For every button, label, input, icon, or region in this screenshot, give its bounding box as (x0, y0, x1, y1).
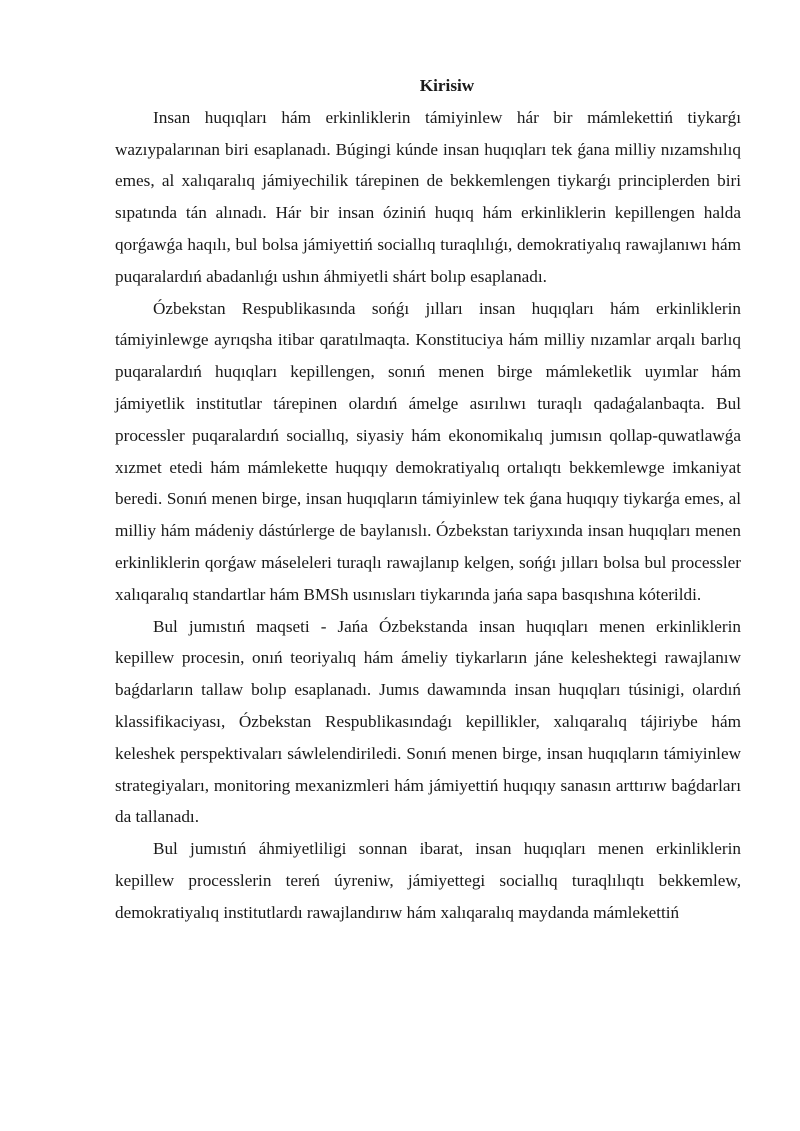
paragraph-3: Bul jumıstıń maqseti - Jańa Ózbekstanda insan huqıqları menen erkinliklerin kepillew procesin, onıń teoriyalıq hám ámeliy tiykarların jáne keleshektegi rawajlanıw baǵdarların tallaw bolıp esaplanadı. Jumıs dawamında insan huqıqları túsinigi, olardıń klassifikaciyası, Ózbekstan Respublikasındaǵı kepillikler, xalıqaralıq tájiriybe hám keleshek perspektivaları sáwlelendiriledi. Sonıń menen birge, insan huqıqların támiyinlew strategiyaları, monitoring mexanizmleri hám jámiyettiń huqıqıy sanasın arttırıw baǵdarları da tallanadı. (115, 616, 741, 827)
page-content (115, 70, 741, 929)
paragraph-4: Bul jumıstıń áhmiyetliligi sonnan ibarat, insan huqıqları menen erkinliklerin kepillew processlerin tereń úyreniw, jámiyettegi sociallıq turaqlılıqtı bekkemlew, demokratiyalıq institutlardı rawajlandırıw hám xalıqaralıq maydanda mámlekettiń (115, 839, 741, 922)
page-title: Kirisiw (419, 76, 475, 95)
paragraph-1: Insan huqıqları hám erkinliklerin támiyinlew hár bir mámlekettiń tiykarǵı wazıypalarınan biri esaplanadı. Búgingi kúnde insan huqıqları tek ǵana milliy nızamshılıq emes, al xalıqaralıq jámiyechilik tárepinen de bekkemlengen tiykarǵı principlerden biri sıpatında tán alınadı. Hár bir insan óziniń huqıq hám erkinliklerin kepillengen halda qorǵawǵa haqılı, bul bolsa jámiyettiń sociallıq turaqlılıǵı, demokratiyalıq rawajlanıwı hám puqaralardıń abadanlıǵı ushın áhmiyetli shárt bolıp esaplanadı. (115, 107, 741, 286)
paragraph-2: Ózbekstan Respublikasında sońǵı jılları insan huqıqları hám erkinliklerin támiyinlewge ayrıqsha itibar qaratılmaqta. Konstituciya hám milliy nızamlar arqalı barlıq puqaralardıń huqıqları kepillengen, sonıń menen birge mámleketlik uyımlar hám jámiyetlik institutlar tárepinen olardıń ámelge asırılıwı turaqlı qadaǵalanbaqta. Bul processler puqaralardıń sociallıq, siyasiy hám ekonomikalıq jumısın qollap-quwatlawǵa xızmet etedi hám mámlekette huqıqıy demokratiyalıq ortalıqtı bekkemlewge imkaniyat beredi. Sonıń menen birge, insan huqıqların támiyinlew tek ǵana huqıqıy tiykarǵa emes, al milliy hám mádeniy dástúrlerge de baylanıslı. Ózbekstan tariyxında insan huqıqları menen erkinliklerin qorǵaw máseleleri turaqlı rawajlanıp kelgen, sońǵı jılları bolsa bul processler xalıqaralıq standartlar hám BMSh usınısları tiykarında jańa sapa basqıshına kóterildi. (115, 298, 741, 604)
